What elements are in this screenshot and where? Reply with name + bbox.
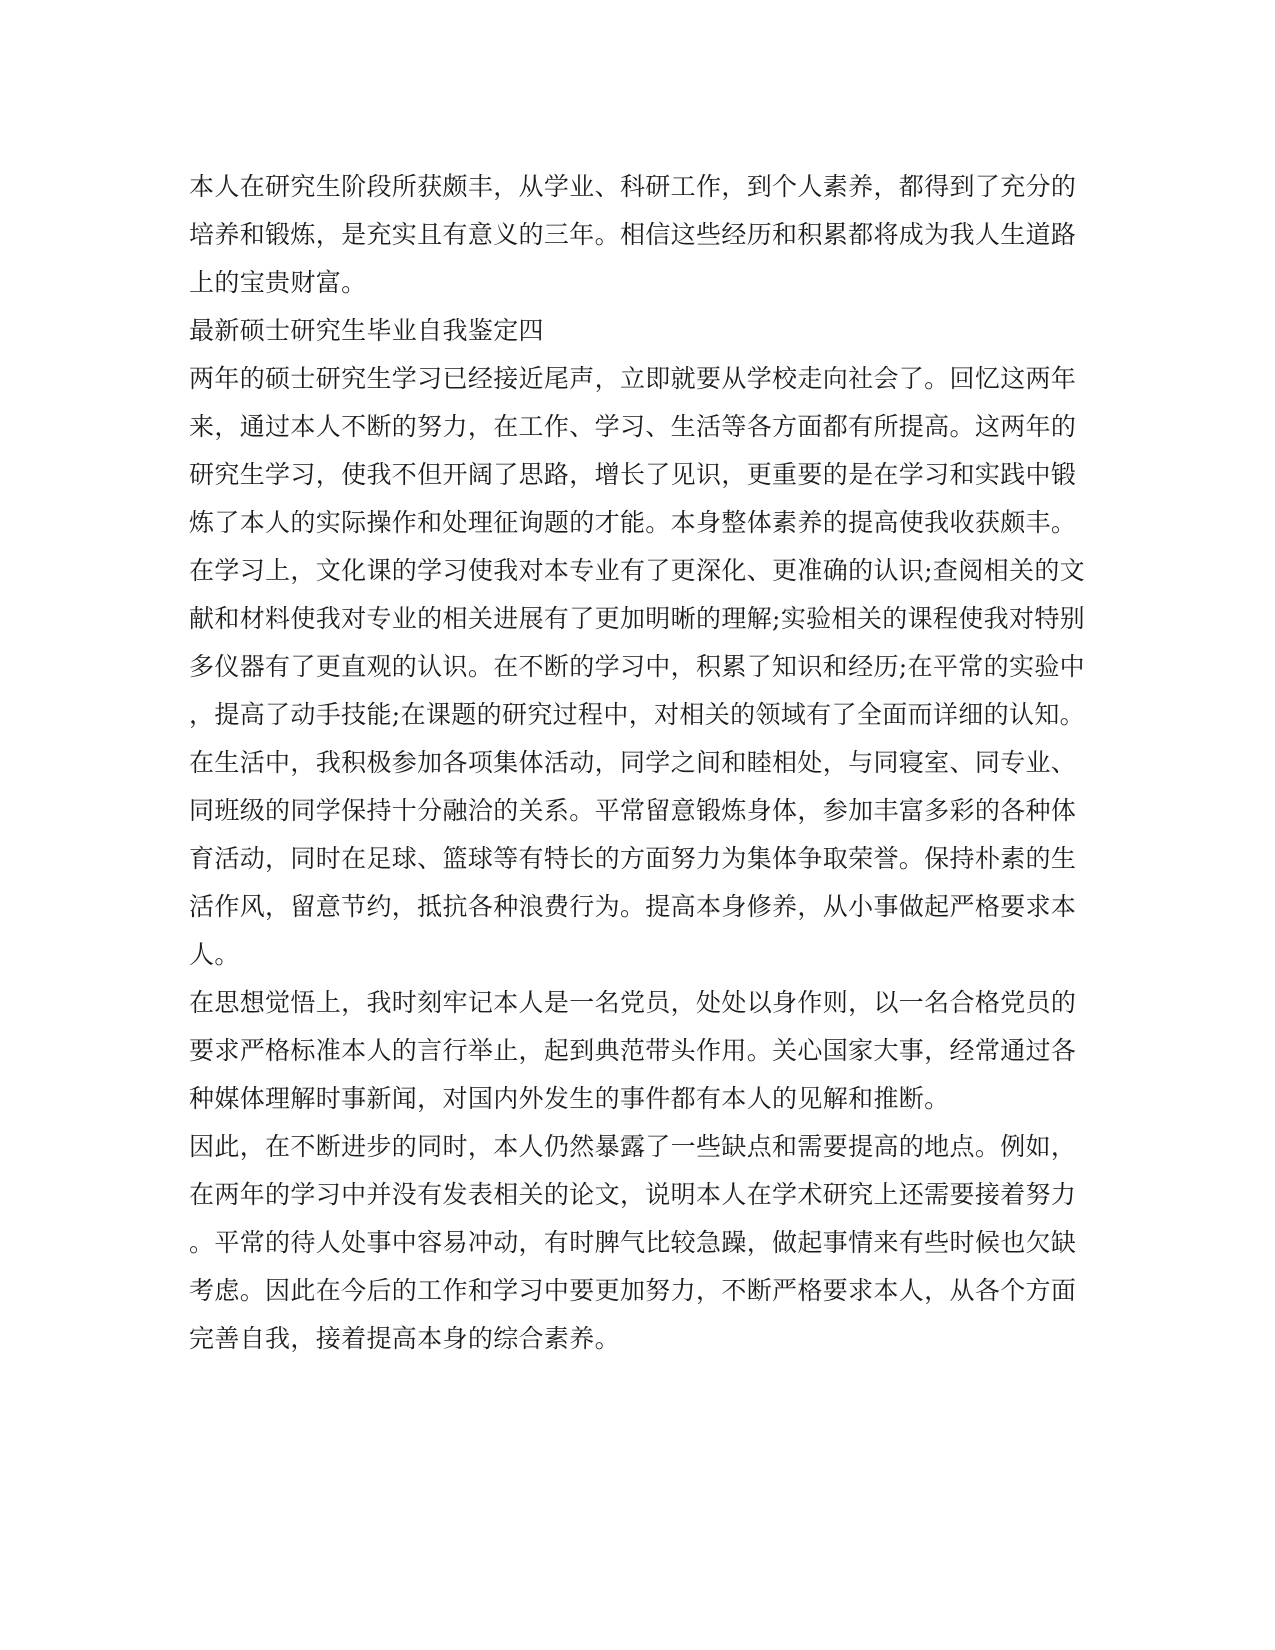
text-line: 献和材料使我对专业的相关进展有了更加明晰的理解;实验相关的课程使我对特别 — [189, 604, 1086, 633]
text-line: 炼了本人的实际操作和处理征询题的才能。本身整体素养的提高使我收获颇丰。 — [189, 508, 1077, 537]
text-line: ，提高了动手技能;在课题的研究过程中，对相关的领域有了全面而详细的认知。 — [189, 700, 1086, 729]
text-line: 本人在研究生阶段所获颇丰，从学业、科研工作，到个人素养，都得到了充分的 — [189, 172, 1077, 201]
text-line: 培养和锻炼，是充实且有意义的三年。相信这些经历和积累都将成为我人生道路 — [189, 220, 1077, 249]
text-line: 在学习上，文化课的学习使我对本专业有了更深化、更准确的认识;查阅相关的文 — [189, 556, 1086, 585]
text-line: 要求严格标准本人的言行举止，起到典范带头作用。关心国家大事，经常通过各 — [189, 1036, 1077, 1065]
text-line: 两年的硕士研究生学习已经接近尾声，立即就要从学校走向社会了。回忆这两年 — [189, 364, 1077, 393]
section-heading: 最新硕士研究生毕业自我鉴定四 — [189, 316, 544, 345]
text-line: 研究生学习，使我不但开阔了思路，增长了见识，更重要的是在学习和实践中锻 — [189, 460, 1077, 489]
text-line: 育活动，同时在足球、篮球等有特长的方面努力为集体争取荣誉。保持朴素的生 — [189, 844, 1077, 873]
text-line: 。平常的待人处事中容易冲动，有时脾气比较急躁，做起事情来有些时候也欠缺 — [189, 1228, 1077, 1257]
text-line: 上的宝贵财富。 — [189, 268, 367, 297]
text-line: 活作风，留意节约，抵抗各种浪费行为。提高本身修养，从小事做起严格要求本 — [189, 892, 1077, 921]
text-line: 在生活中，我积极参加各项集体活动，同学之间和睦相处，与同寝室、同专业、 — [189, 748, 1077, 777]
text-line: 来，通过本人不断的努力，在工作、学习、生活等各方面都有所提高。这两年的 — [189, 412, 1077, 441]
text-line: 因此，在不断进步的同时，本人仍然暴露了一些缺点和需要提高的地点。例如， — [189, 1132, 1077, 1161]
text-line: 在两年的学习中并没有发表相关的论文，说明本人在学术研究上还需要接着努力 — [189, 1180, 1077, 1209]
text-line: 完善自我，接着提高本身的综合素养。 — [189, 1324, 620, 1353]
text-line: 在思想觉悟上，我时刻牢记本人是一名党员，处处以身作则，以一名合格党员的 — [189, 988, 1077, 1017]
text-line: 种媒体理解时事新闻，对国内外发生的事件都有本人的见解和推断。 — [189, 1084, 950, 1113]
text-line: 多仪器有了更直观的认识。在不断的学习中，积累了知识和经历;在平常的实验中 — [189, 652, 1086, 681]
document-body — [189, 163, 1089, 1363]
text-line: 考虑。因此在今后的工作和学习中要更加努力，不断严格要求本人，从各个方面 — [189, 1276, 1077, 1305]
text-line: 人。 — [189, 940, 240, 969]
text-line: 同班级的同学保持十分融洽的关系。平常留意锻炼身体，参加丰富多彩的各种体 — [189, 796, 1077, 825]
